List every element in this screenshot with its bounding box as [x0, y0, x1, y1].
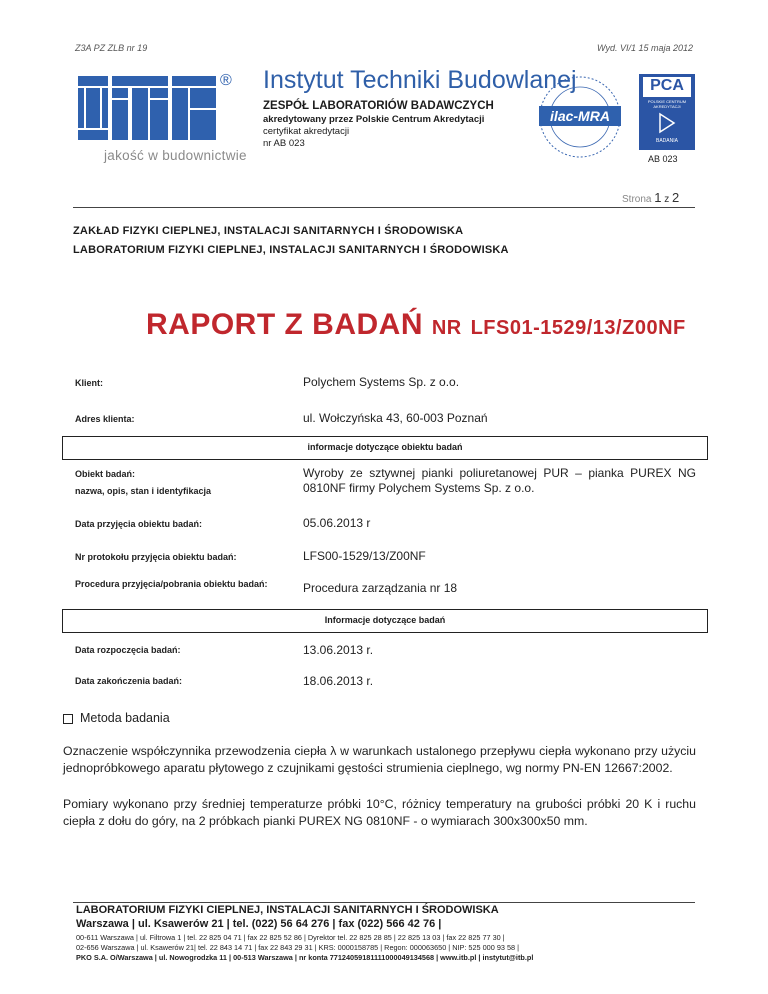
procedure-label: Procedura przyjęcia/pobrania obiektu badań:	[75, 579, 268, 589]
footer-divider	[73, 902, 695, 903]
end-date-value: 18.06.2013 r.	[303, 674, 374, 688]
header-divider	[73, 207, 695, 208]
ilac-mra-seal	[535, 74, 625, 160]
method-paragraph-2: Pomiary wykonano przy średniej temperaturze próbki 10°C, różnicy temperatury na grubości próbki 20 K i ruchu ciepła z dołu do góry, na 2 próbkach pianki PUREX NG 0810NF - o wymiarach 300x300x50 mm.	[63, 797, 696, 828]
received-date-label: Data przyjęcia obiektu badań:	[75, 519, 203, 529]
object-info-heading: informacje dotyczące obiektu badań	[307, 442, 463, 452]
page-total: 2	[672, 190, 680, 205]
test-info-heading: Informacje dotyczące badań	[324, 615, 446, 625]
report-number: LFS01-1529/13/Z00NF	[470, 317, 686, 339]
registered-mark: ®	[220, 72, 232, 89]
itb-logo	[78, 76, 218, 140]
pca-title: PCA	[643, 77, 691, 97]
test-info-box	[62, 609, 708, 633]
department-line-2: LABORATORIUM FIZYKI CIEPLNEJ, INSTALACJI SANITARNYCH I ŚRODOWISKA	[73, 244, 509, 256]
accreditation-text: akredytowany przez Polskie Centrum Akredytacji	[263, 114, 485, 125]
footer-title: LABORATORIUM FIZYKI CIEPLNEJ, INSTALACJI SANITARNYCH I ŚRODOWISKA	[76, 904, 499, 916]
pca-subtitle-1: POLSKIE CENTRUM	[647, 99, 687, 104]
pca-badania: BADANIA	[656, 138, 678, 144]
footer-line-1: 00-611 Warszawa | ul. Filtrowa 1 | tel. 22 825 04 71 | fax 22 825 52 86 | Dyrektor tel. 22 825 28 85 | 22 825 13 03 | fax 22 825 77 30 |	[76, 933, 505, 942]
page-number	[622, 190, 679, 205]
ilac-mra-text: ilac-MRA	[550, 108, 610, 124]
page-of: z	[664, 194, 670, 205]
edition-label: Wyd. VI/1 15 maja 2012	[597, 43, 694, 53]
protocol-label: Nr protokołu przyjęcia obiektu badań:	[75, 552, 237, 562]
start-date-value: 13.06.2013 r.	[303, 643, 374, 657]
document-code: Z3A PZ ZLB nr 19	[75, 43, 148, 53]
end-date-label: Data zakończenia badań:	[75, 676, 183, 686]
department-line-1: ZAKŁAD FIZYKI CIEPLNEJ, INSTALACJI SANITARNYCH I ŚRODOWISKA	[73, 225, 464, 237]
pca-badge	[639, 74, 695, 150]
page-current: 1	[654, 190, 662, 205]
method-paragraph-1: Oznaczenie współczynnika przewodzenia ciepła λ w warunkach ustalonego przepływu ciepła wykonano przy użyciu jednopróbkowego aparatu płytowego z czujnikami gęstości strumienia cieplnego, wg normy PN-EN 12667:2002.	[63, 744, 696, 775]
report-title-text: RAPORT Z BADAŃ	[146, 308, 423, 341]
client-address-value: ul. Wołczyńska 43, 60-003 Poznań	[303, 411, 488, 425]
certificate-line-2: nr AB 023	[263, 138, 305, 149]
page-label: Strona	[622, 194, 652, 205]
object-info-box	[62, 436, 708, 460]
report-title	[146, 308, 686, 342]
footer-line-3: PKO S.A. O/Warszawa | ul. Nowogrodzka 11 | 00-513 Warszawa | nr konta 77124059181111000049134568 | www.itb.pl | instytut@itb.pl	[76, 953, 534, 962]
certificate-line-1: certyfikat akredytacji	[263, 126, 350, 137]
object-label: Obiekt badań:	[75, 469, 136, 479]
client-value: Polychem Systems Sp. z o.o.	[303, 375, 460, 389]
pca-code: AB 023	[648, 154, 678, 164]
received-date-value: 05.06.2013 r	[303, 516, 371, 530]
start-date-label: Data rozpoczęcia badań:	[75, 645, 181, 655]
itb-slogan: jakość w budownictwie	[104, 148, 247, 163]
client-label: Klient:	[75, 378, 103, 388]
lab-group-name: ZESPÓŁ LABORATORIÓW BADAWCZYCH	[263, 100, 494, 112]
protocol-value: LFS00-1529/13/Z00NF	[303, 549, 426, 563]
pca-subtitle-2: AKREDYTACJI	[653, 104, 681, 109]
client-address-label: Adres klienta:	[75, 414, 135, 424]
object-sublabel: nazwa, opis, stan i identyfikacja	[75, 486, 212, 496]
itb-logo-graphic	[78, 76, 218, 140]
institute-name: Instytut Techniki Budowlanej	[263, 66, 577, 94]
method-heading: Metoda badania	[80, 711, 170, 725]
pca-arrow-icon	[657, 112, 677, 139]
footer-line-2: 02-656 Warszawa | ul. Ksawerów 21| tel. 22 843 14 71 | fax 22 843 29 31 | KRS: 0000158785 | Regon: 000063650 | NIP: 525 000 93 58 |	[76, 943, 520, 952]
footer-contact-main: Warszawa | ul. Ksawerów 21 | tel. (022) 56 64 276 | fax (022) 566 42 76 |	[76, 918, 442, 930]
procedure-value: Procedura zarządzania nr 18	[303, 581, 458, 595]
report-nr-prefix: NR	[431, 317, 462, 339]
object-value: Wyroby ze sztywnej pianki poliuretanowej PUR – pianka PUREX NG 0810NF firmy Polychem Systems Sp. z o.o.	[303, 466, 696, 495]
method-checkbox	[63, 714, 73, 724]
